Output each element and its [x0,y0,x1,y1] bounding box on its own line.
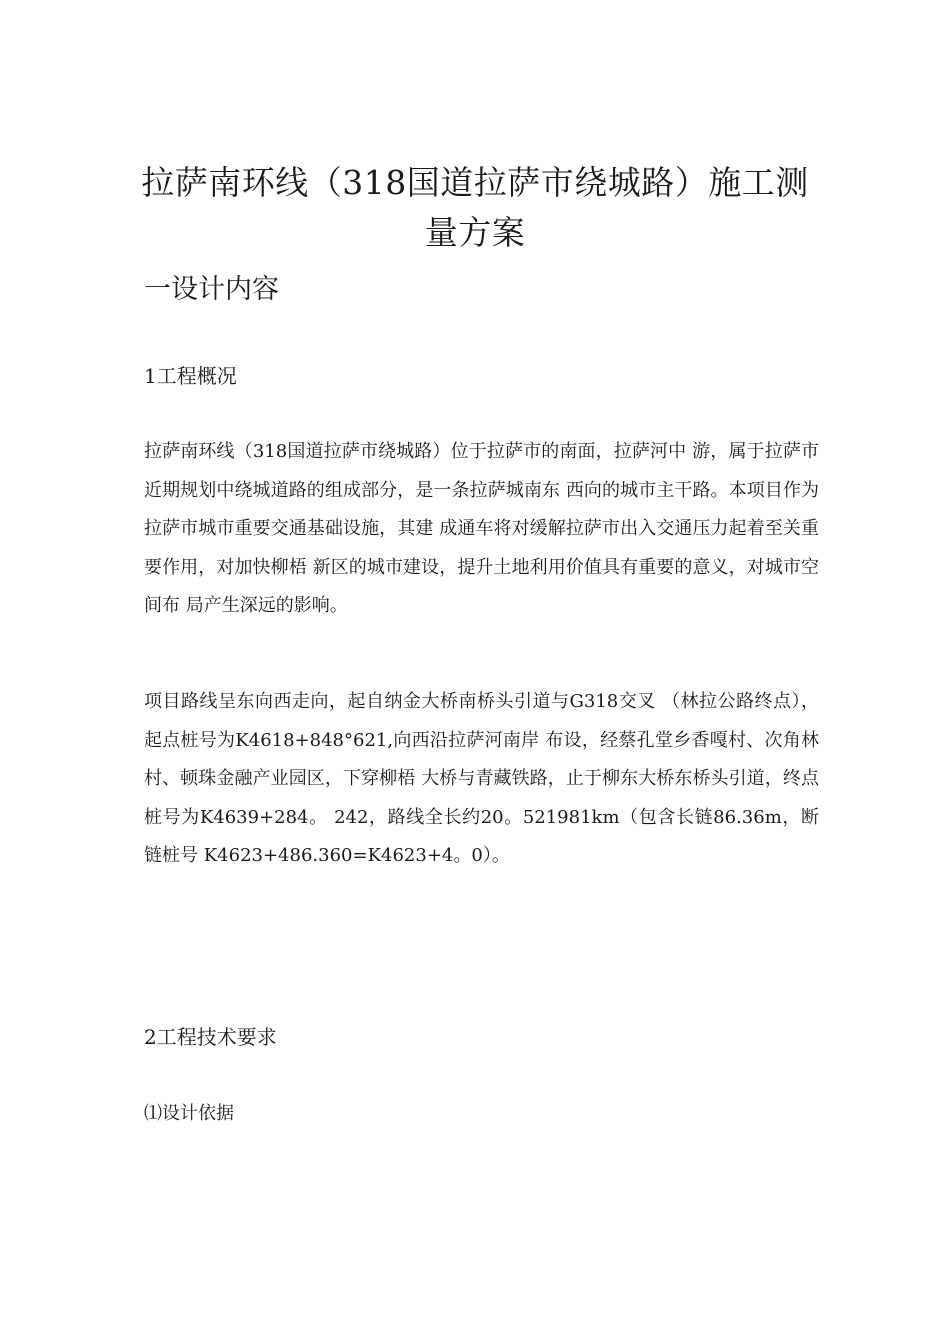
section-heading-design-content: 一设计内容 [144,274,279,305]
list-item-design-basis: ⑴设计依据 [144,1103,234,1124]
paragraph-project-overview: 拉萨南环线（318国道拉萨市绕城路）位于拉萨市的南面，拉萨河中 游，属于拉萨市近期规划中绕城道路的组成部分，是一条拉萨城南东 西向的城市主干路。本项目作为拉萨市城市重要交通基础设施，其建 成通车将对缓解拉萨市出入交通压力起着至关重要作用，对加快柳梧 新区的城市建设，提升土地利用价值具有重要的意义，对城市空间布 局产生深远的影响。 [144,441,819,616]
subsection-heading-project-overview: 1工程概况 [144,364,237,388]
document-title: 拉萨南环线（318国道拉萨市绕城路）施工测量方案 [141,163,809,252]
paragraph-route-description: 项目路线呈东向西走向，起自纳金大桥南桥头引道与G318交叉 （林拉公路终点），起点桩号为K4618+848°621,向西沿拉萨河南岸 布设，经蔡孔堂乡香嘎村、次角林村、顿珠金融产业园区，下穿柳梧 大桥与青藏铁路，止于柳东大桥东桥头引道，终点桩号为K4639+284。 242，路线全长约20。521981km（包含长链86.36m，断链桩号 K4623+486.360=K4623+4。0）。 [144,691,819,866]
subsection-heading-technical-requirements: 2工程技术要求 [144,1025,277,1049]
